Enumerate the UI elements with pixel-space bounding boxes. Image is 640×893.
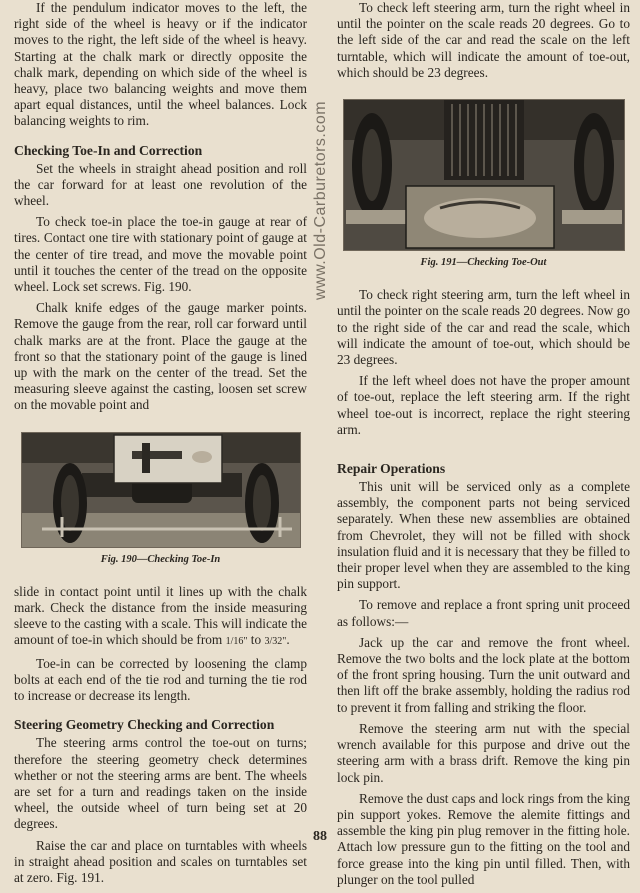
- toe-in-gauge-illustration: [22, 433, 300, 547]
- paragraph-steering-2: Raise the car and place on turntables with wheels in straight ahead position and scales on turntables set at zero. Fig. 191.: [14, 837, 307, 885]
- right-column: [337, 0, 630, 893]
- fraction-min: 1/16": [225, 636, 248, 648]
- paragraph-toe-in-4: [14, 584, 307, 651]
- paragraph-repair-5: Remove the dust caps and lock rings from the king pin support yokes. Remove the alemite fittings and assemble the king pin plug remover in the fitting hole. Attach low pressure gun to the fitting on the tool and force grease into the king pin until filled. Then, with plunger on the tool pulled: [337, 790, 630, 887]
- figure-191-caption: Fig. 191—Checking Toe-Out: [420, 257, 547, 269]
- watermark: www.Old-Carburetors.com: [312, 100, 329, 300]
- paragraph-toe-in-5: Toe-in can be corrected by loosening the clamp bolts at each end of the tie rod and turning the tie rod to increase or decrease its length.: [14, 655, 307, 704]
- heading-repair-operations: Repair Operations: [337, 461, 446, 477]
- fraction-end: .: [286, 632, 290, 648]
- left-column: [14, 0, 307, 891]
- toe-in-text: slide in contact point until it lines up with the chalk mark. Check the distance from the inside measuring sleeve to the casting with a scale. This will indicate the amount of toe-in which should be from: [14, 583, 307, 648]
- paragraph-steering-1: The steering arms control the toe-out on turns; therefore the steering geometry check determines whether or not the steering arms are bent. The wheels are set for a turn and readings taken on the inside wheel, the outside wheel of turn being set at 20 degrees.: [14, 735, 307, 832]
- figure-190-photo: [21, 432, 301, 548]
- paragraph-repair-2: To remove and replace a front spring unit proceed as follows:—: [337, 597, 630, 629]
- figure-190: [14, 432, 307, 568]
- paragraph-toe-in-2: To check toe-in place the toe-in gauge at rear of tires. Contact one tire with stationary point of gauge at the center of tire tread, and move the movable point until it touches the center of the tread on the opposite wheel. Lock set screws. Fig. 190.: [14, 214, 307, 295]
- fraction-to: to: [247, 632, 265, 648]
- paragraph-toe-in-3: Chalk knife edges of the gauge marker points. Remove the gauge from the rear, roll car forward until chalk marks are at the front. Place the gauge at the front so that the stationary point of the gauge is lined up with the mark on the center of the tread. Set the measuring sleeve against the casting, loosen set screw on the movable point and: [14, 300, 307, 413]
- page-number: 88: [313, 829, 327, 844]
- fraction-max: 3/32": [264, 636, 287, 648]
- paragraph-repair-1: This unit will be serviced only as a complete assembly, the component parts not being serviced separately. When these new assemblies are obtained from Chevrolet, they will not be filled with shock insulation fluid and it is necessary that they be filled to their proper level when they are assembled to the king pin support.: [337, 479, 630, 592]
- paragraph-repair-4: Remove the steering arm nut with the special wrench available for this purpose and drive out the steering arm with a brass drift. Remove the king pin lock pin.: [337, 720, 630, 785]
- figure-190-caption: Fig. 190—Checking Toe-In: [100, 553, 221, 565]
- paragraph-balancing: If the pendulum indicator moves to the left, the right side of the wheel is heavy or if the indicator moves to the right, the left side of the wheel is heavy. Starting at the chalk mark or directly opposite the chalk mark, depending on which side of the wheel is heavy, place two balancing weights and move them apart equal distances, until the wheel balances. Lock balancing weights to rim.: [14, 0, 307, 129]
- paragraph-toe-in-1: Set the wheels in straight ahead position and roll the car forward for at least one revolution of the wheel.: [14, 160, 307, 209]
- paragraph-repair-3: Jack up the car and remove the front wheel. Remove the two bolts and the lock plate at the bottom of the front spring housing. Turn the unit outward and then lift off the brake assembly, holding the radius rod to prevent it from falling and striking the floor.: [337, 634, 630, 715]
- paragraph-replace-arm: If the left wheel does not have the proper amount of toe-out, replace the left steering arm. If the right wheel toe-out is incorrect, replace the right steering arm.: [337, 373, 630, 437]
- figure-191: [337, 99, 630, 271]
- heading-steering-geometry: Steering Geometry Checking and Correction: [14, 717, 275, 733]
- toe-out-turntable-illustration: [344, 100, 624, 250]
- figure-191-photo: [343, 99, 625, 251]
- paragraph-right-steering-arm: To check right steering arm, turn the left wheel in until the pointer on the scale reads 20 degrees. Now go to the right side of the car and read the scale, which will indicate the amount of toe-out, which should be 23 degrees.: [337, 287, 630, 368]
- heading-toe-in: Checking Toe-In and Correction: [14, 142, 203, 158]
- paragraph-left-steering-arm: To check left steering arm, turn the right wheel in until the pointer on the scale reads 20 degrees. Go to the left side of the car and read the scale on the left turntable, which will indicate the amount of toe-out, which should be 23 degrees.: [337, 0, 630, 80]
